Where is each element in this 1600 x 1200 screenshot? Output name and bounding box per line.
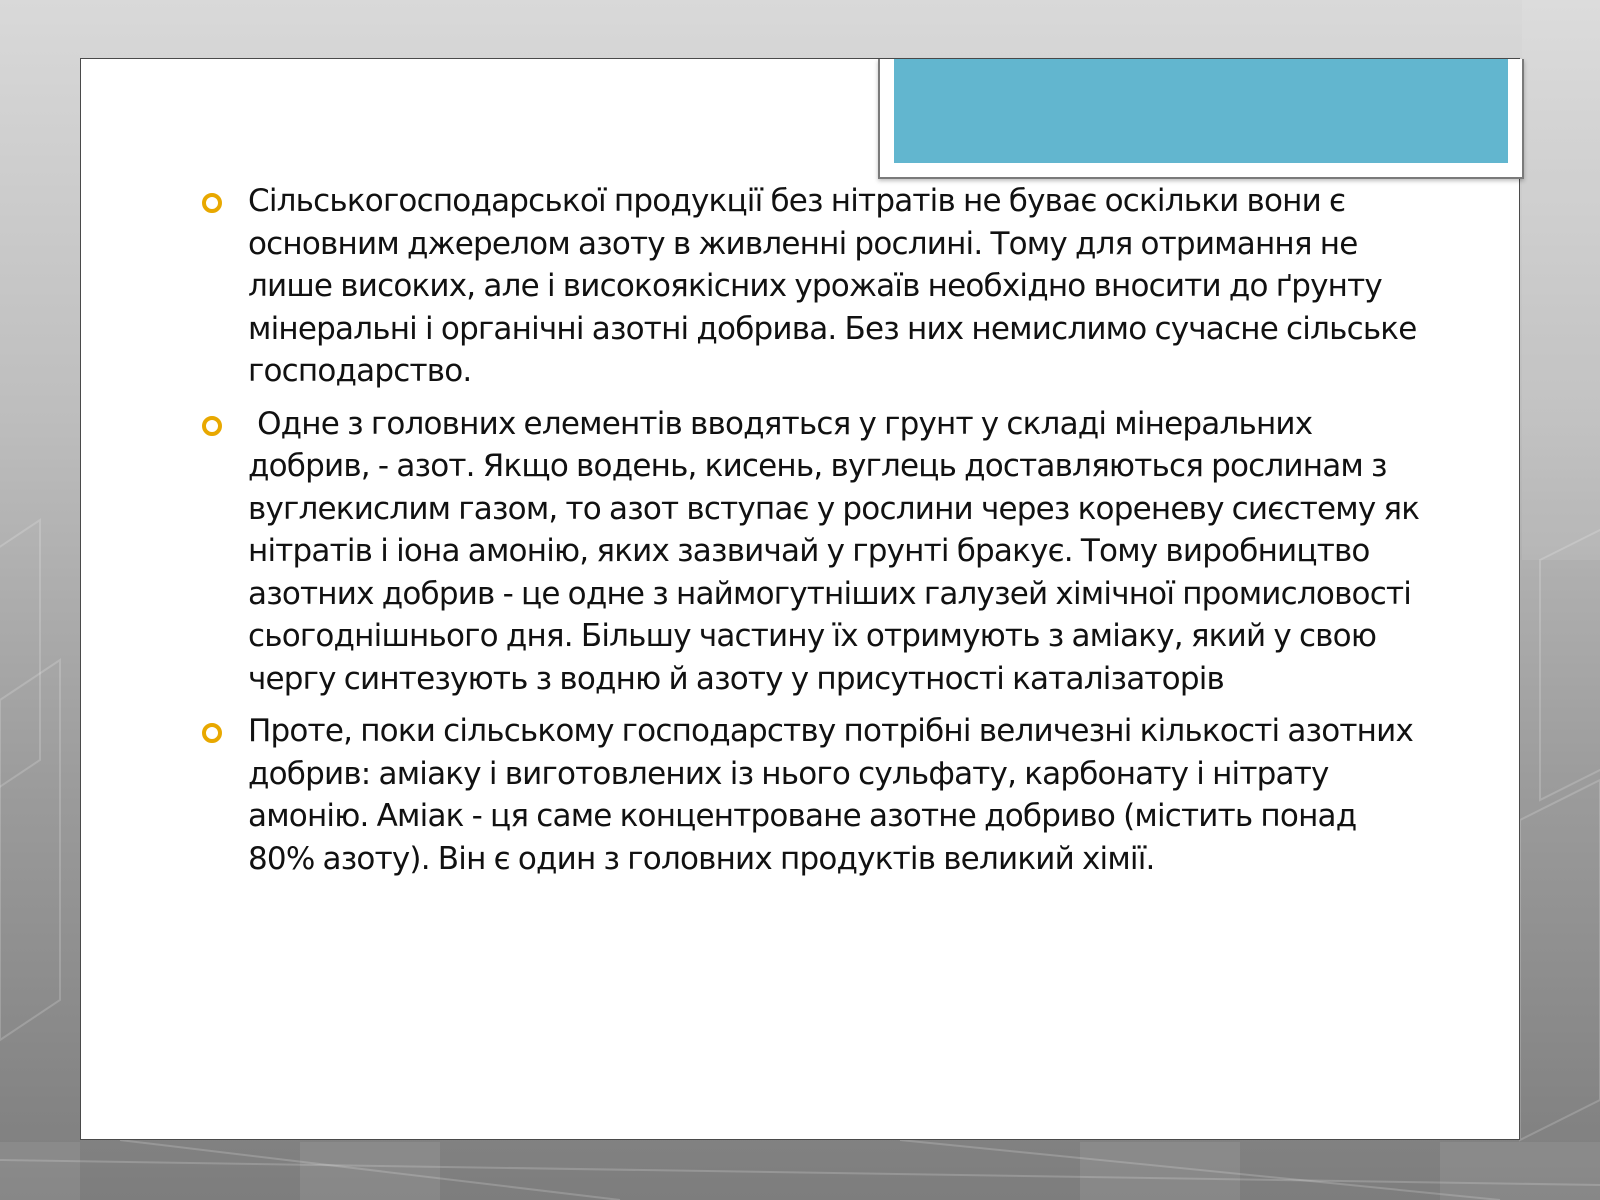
bullet-text-2: Одне з головних елементів вводяться у грунт у складі мінеральних добрив, - азот. Якщо водень, кисень, вуглець доставляються рослинам з вуглекислим газом, то азот вступає у рослини через кореневу сиєстему як нітратів і іона амонію, яких зазвичай у грунті бракує. Тому виробництво азотних добрив - це одне з наймогутніших галузей хімічної промисловості сьогоднішнього дня. Більшу частину їх отримують з аміаку, який у свою чергу синтезують з водню й азоту у присутності каталізаторів	[248, 405, 1428, 697]
circle-bullet-icon	[202, 193, 222, 213]
slide-title	[894, 59, 1508, 163]
bullet-list	[198, 180, 1428, 890]
circle-bullet-icon	[202, 416, 222, 436]
circle-bullet-icon	[202, 723, 222, 743]
bullet-item-1	[198, 180, 1423, 393]
bullet-text-1: Сільськогосподарської продукції без нітратів не буває оскільки вони є основним джерелом азоту в живленні рослині. Тому для отримання не лише високих, але і високоякісних урожаїв необхідно вносити до ґрунту мінеральні і органічні азотні добрива. Без них немислимо сучасне сільське господарство.	[248, 183, 1417, 389]
bullet-text-3: Проте, поки сільському господарству потрібні величезні кількості азотних добрив: аміаку і виготовлених із нього сульфату, карбонату і нітрату амонію. Аміак - ця саме концентроване азотне добриво (містить понад 80% азоту). Він є один з головних продуктів великий хімії.	[248, 713, 1413, 877]
bullet-item-2	[198, 403, 1428, 701]
title-placeholder-frame	[878, 59, 1524, 179]
bullet-item-3	[198, 710, 1423, 880]
